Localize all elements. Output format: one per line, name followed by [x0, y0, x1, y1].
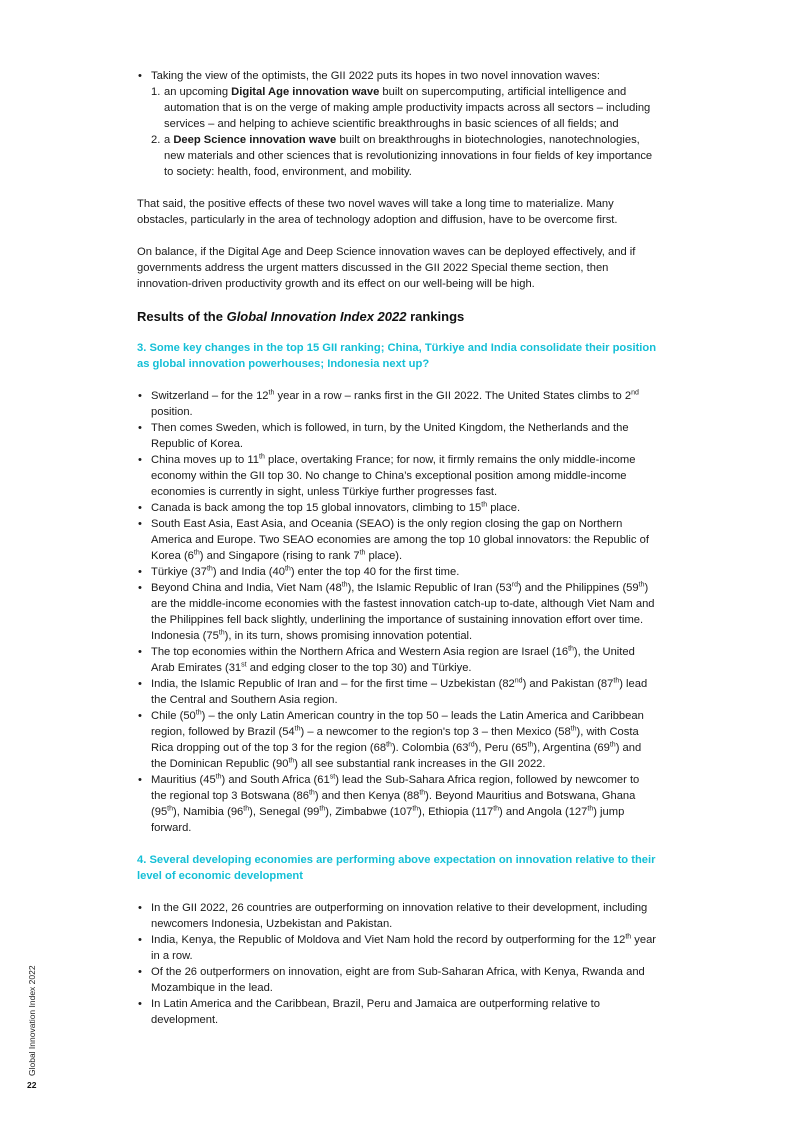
list-item: [137, 644, 657, 676]
text: ), in its turn, shows promising innovation potential.: [224, 630, 473, 642]
ordinal: th: [288, 757, 295, 765]
ordinal: st: [241, 661, 247, 669]
ordinal: th: [243, 805, 250, 813]
text: India, the Islamic Republic of Iran and – for the first time – Uzbekistan (82: [151, 678, 515, 690]
spacer: [137, 836, 657, 852]
text: ), with Costa Rica dropping out of the top 3 for the region (68: [151, 726, 639, 754]
text: ), the United Arab Emirates (31: [151, 646, 635, 674]
ordinal: th: [625, 933, 632, 941]
list-item: [137, 452, 657, 500]
text: ) and Singapore (rising to rank 7: [199, 550, 360, 562]
text: Switzerland – for the 12: [151, 390, 269, 402]
text: ) lead the Central and Southern Asia region.: [151, 678, 648, 706]
ordinal: th: [268, 389, 275, 397]
list-item: • In the GII 2022, 26 countries are outperforming on innovation relative to their development, including newcomers Indonesia, Uzbekistan and Pakistan.: [137, 900, 657, 932]
intro-list: [137, 68, 657, 180]
item-number: 2.: [151, 134, 161, 146]
text: built on supercomputing, artificial intelligence and automation that is on the verge of making ample productivity impacts across all sectors – including services – and helping to achieve scientific breakthroughs in basic sciences of all fields; and: [164, 86, 651, 130]
list-item: [137, 772, 657, 836]
spacer: [137, 228, 657, 244]
text: place, overtaking France; for now, it firmly remains the only middle-income economy within the GII top 30. No change to China’s exceptional position among middle-income economies is currently in sight, unless Türkiye further progresses fast.: [151, 454, 636, 498]
ordinal: rd: [468, 741, 475, 749]
text: Türkiye (37: [151, 566, 207, 578]
section-3-heading: 3. Some key changes in the top 15 GII ranking; China, Türkiye and India consolidate their position as global innovation powerhouses; Indonesia next up?: [137, 342, 657, 370]
text: ), Senegal (99: [249, 806, 320, 818]
ordinal: nd: [514, 677, 523, 685]
spacer: [137, 884, 657, 900]
ordinal: th: [386, 741, 392, 749]
text: ) – a newcomer to the region's top 3 – then Mexico (58: [300, 726, 571, 738]
ordinal: th: [412, 805, 419, 813]
ordinal: th: [319, 805, 326, 813]
text: ) and India (40: [212, 566, 285, 578]
ordinal: th: [570, 725, 577, 733]
ordinal: th: [308, 789, 315, 797]
list-item: • Of the 26 outperformers on innovation, eight are from Sub-Saharan Africa, with Kenya, Rwanda and Mozambique in the lead.: [137, 964, 657, 996]
list-item: [137, 564, 657, 580]
text: ) lead the Sub-Sahara Africa region, followed by newcomer to the regional top 3 Botswana (86: [151, 774, 640, 802]
text: and edging closer to the top 30) and Türkiye.: [246, 662, 472, 674]
ordinal: th: [481, 501, 488, 509]
text: ) and Angola (127: [499, 806, 588, 818]
text: ), Ethiopia (117: [418, 806, 494, 818]
text: ), the Islamic Republic of Iran (53: [347, 582, 512, 594]
list-item: [137, 500, 657, 516]
ordinal: th: [294, 725, 301, 733]
text: ) jump forward.: [151, 806, 625, 834]
text: place.: [487, 502, 521, 514]
text: ), Zimbabwe (107: [325, 806, 413, 818]
intro-bullet-text: Taking the view of the optimists, the GII 2022 puts its hopes in two novel innovation waves:: [151, 70, 600, 82]
text: ), Argentina (69: [533, 742, 610, 754]
text: Chile (50: [151, 710, 196, 722]
deep-science-term: Deep Science innovation wave: [173, 134, 337, 146]
text: a: [164, 134, 174, 146]
text: place).: [365, 550, 403, 562]
spacer: [137, 372, 657, 388]
section-3-list: [137, 388, 657, 836]
ordinal: th: [218, 629, 225, 637]
text: ) – the only Latin American country in the top 50 – leads the Latin America and Caribbean region, followed by Brazil (54: [151, 710, 644, 738]
text: ) all see substantial rank increases in the GII 2022.: [294, 758, 546, 770]
ordinal: th: [568, 645, 574, 653]
ordinal: th: [638, 581, 645, 589]
ordinal: th: [359, 549, 366, 557]
ordinal: th: [493, 805, 500, 813]
ordinal: rd: [511, 581, 518, 589]
main-content: [137, 68, 657, 1028]
list-item: [151, 84, 657, 132]
ordinal: th: [587, 805, 594, 813]
text: South East Asia, East Asia, and Oceania (SEAO) is the only region closing the gap on Northern America and Europe. Two SEAO economies are among the top 10 global innovators: the Republic of Korea (6: [151, 518, 649, 562]
text: ) and Pakistan (87: [522, 678, 614, 690]
text: ) are the middle-income economies with the fastest innovation catch-up to-date, although Viet Nam and the Philippines fell back slightly, underlining the importance of sustaining innovation effort over time. Indonesia (75: [151, 582, 655, 642]
text: an upcoming: [164, 86, 232, 98]
ordinal: th: [527, 741, 534, 749]
list-item: [137, 516, 657, 564]
ordinal: st: [329, 773, 336, 781]
ordinal: th: [284, 565, 291, 573]
page-number: 22: [27, 1080, 37, 1090]
list-item: [151, 132, 657, 180]
spacer: [137, 292, 657, 308]
ordinal: th: [341, 581, 348, 589]
ordinal: th: [206, 565, 213, 573]
list-item: [137, 932, 657, 964]
text: ), Peru (65: [474, 742, 528, 754]
text: ) enter the top 40 for the first time.: [290, 566, 460, 578]
list-item: [137, 580, 657, 644]
text: ). Colombia (63: [391, 742, 469, 754]
text: rankings: [406, 309, 465, 324]
text: India, Kenya, the Republic of Moldova and Viet Nam hold the record by outperforming for the 12: [151, 934, 626, 946]
list-item: [137, 676, 657, 708]
list-item: [137, 708, 657, 772]
ordinal: th: [215, 773, 222, 781]
ordinal: th: [613, 677, 620, 685]
text: year in a row.: [151, 934, 657, 962]
text: Results of the: [137, 309, 227, 324]
text: The top economies within the Northern Africa and Western Asia region are Israel (16: [151, 646, 569, 658]
spacer: [137, 180, 657, 196]
item-number: 1.: [151, 86, 161, 98]
list-item: • In Latin America and the Caribbean, Brazil, Peru and Jamaica are outperforming relative to development.: [137, 996, 657, 1028]
text: ) and then Kenya (88: [314, 790, 420, 802]
section-4-list: [137, 900, 657, 1028]
text: Canada is back among the top 15 global innovators, climbing to 15: [151, 502, 482, 514]
ordinal: th: [167, 805, 174, 813]
index-title: Global Innovation Index 2022: [226, 309, 407, 324]
text: Beyond China and India, Viet Nam (48: [151, 582, 342, 594]
ordinal: th: [195, 709, 202, 717]
side-running-title: Global Innovation Index 2022: [27, 965, 37, 1076]
text: ) and South Africa (61: [221, 774, 330, 786]
text: year in a row – ranks first in the GII 2022. The United States climbs to 2: [274, 390, 632, 402]
text: position.: [151, 406, 193, 418]
text: Mauritius (45: [151, 774, 216, 786]
text: built on breakthroughs in biotechnologies, nanotechnologies, new materials and other sciences that is revolutionizing innovations in four fields of key importance to society: health, food, environment, and mobility.: [164, 134, 653, 178]
ordinal: th: [609, 741, 616, 749]
digital-age-term: Digital Age innovation wave: [231, 86, 380, 98]
paragraph: That said, the positive effects of these two novel waves will take a long time to materialize. Many obstacles, particularly in the area of technology adoption and diffusion, have to be overcome first.: [137, 198, 618, 226]
results-heading: [137, 308, 657, 326]
text: China moves up to 11: [151, 454, 260, 466]
paragraph: On balance, if the Digital Age and Deep Science innovation waves can be deployed effectively, and if governments address the urgent matters discussed in the GII 2022 Special theme section, then innovation-driven productivity growth and its effect on our well-being will be high.: [137, 246, 636, 290]
text: ). Beyond Mauritius and Botswana, Ghana (95: [151, 790, 636, 818]
text: ) and the Philippines (59: [517, 582, 639, 594]
ordinal: nd: [631, 389, 639, 397]
list-item: [137, 68, 657, 180]
text: ) and the Dominican Republic (90: [151, 742, 642, 770]
ordinal: th: [259, 453, 265, 461]
ordinal: th: [419, 789, 426, 797]
text: ), Namibia (96: [173, 806, 244, 818]
ordinal: th: [193, 549, 200, 557]
section-4-heading: 4. Several developing economies are performing above expectation on innovation relative to their level of economic development: [137, 854, 656, 882]
list-item: [137, 388, 657, 420]
innovation-waves-list: [151, 84, 657, 180]
spacer: [137, 326, 657, 340]
list-item: • Then comes Sweden, which is followed, in turn, by the United Kingdom, the Netherlands and the Republic of Korea.: [137, 420, 657, 452]
